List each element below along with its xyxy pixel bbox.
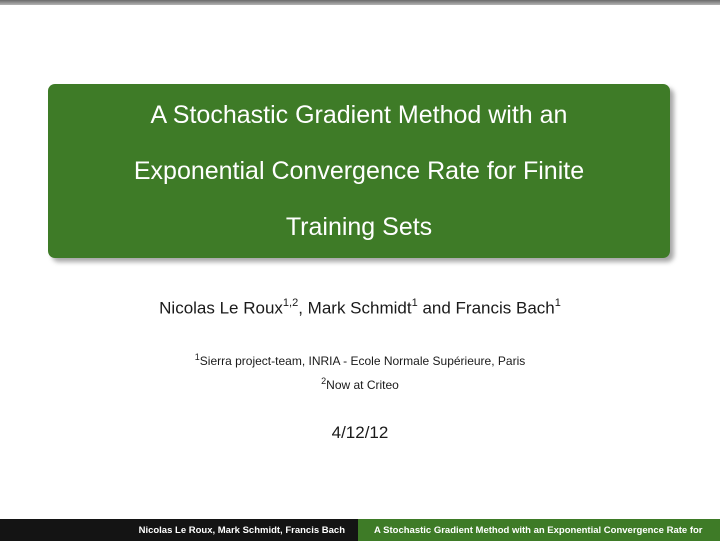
- affiliation-2: [0, 376, 720, 392]
- footer-authors: Nicolas Le Roux, Mark Schmidt, Francis Bach: [0, 519, 358, 541]
- presentation-date: 4/12/12: [331, 423, 389, 442]
- affiliation-mark: 2: [321, 376, 327, 386]
- affiliation-text: Sierra project-team, INRIA - Ecole Normale Supérieure, Paris: [199, 354, 526, 368]
- title-line-3: Training Sets: [285, 213, 433, 241]
- author-affiliation-mark: 1: [411, 297, 418, 309]
- author-name: Nicolas Le Roux: [159, 298, 283, 318]
- affiliation-1: [0, 352, 720, 368]
- affiliation-text: Now at Criteo: [326, 378, 399, 392]
- author-name: Francis Bach: [455, 298, 555, 318]
- title-line-2: Exponential Convergence Rate for Finite: [133, 157, 585, 185]
- author-separator: and: [417, 298, 456, 318]
- author-affiliation-mark: 1: [554, 297, 561, 309]
- top-bar: [0, 0, 720, 5]
- author-separator: ,: [298, 298, 308, 318]
- affiliation-mark: 1: [194, 352, 200, 362]
- author-affiliation-mark: 1,2: [282, 297, 299, 309]
- footer-title: A Stochastic Gradient Method with an Exponential Convergence Rate for: [358, 519, 720, 541]
- title-block: [48, 84, 670, 258]
- author-name: Mark Schmidt: [307, 298, 412, 318]
- title-line-1: A Stochastic Gradient Method with an: [150, 101, 568, 129]
- author-list: [0, 298, 720, 319]
- footer-bar: [0, 519, 720, 541]
